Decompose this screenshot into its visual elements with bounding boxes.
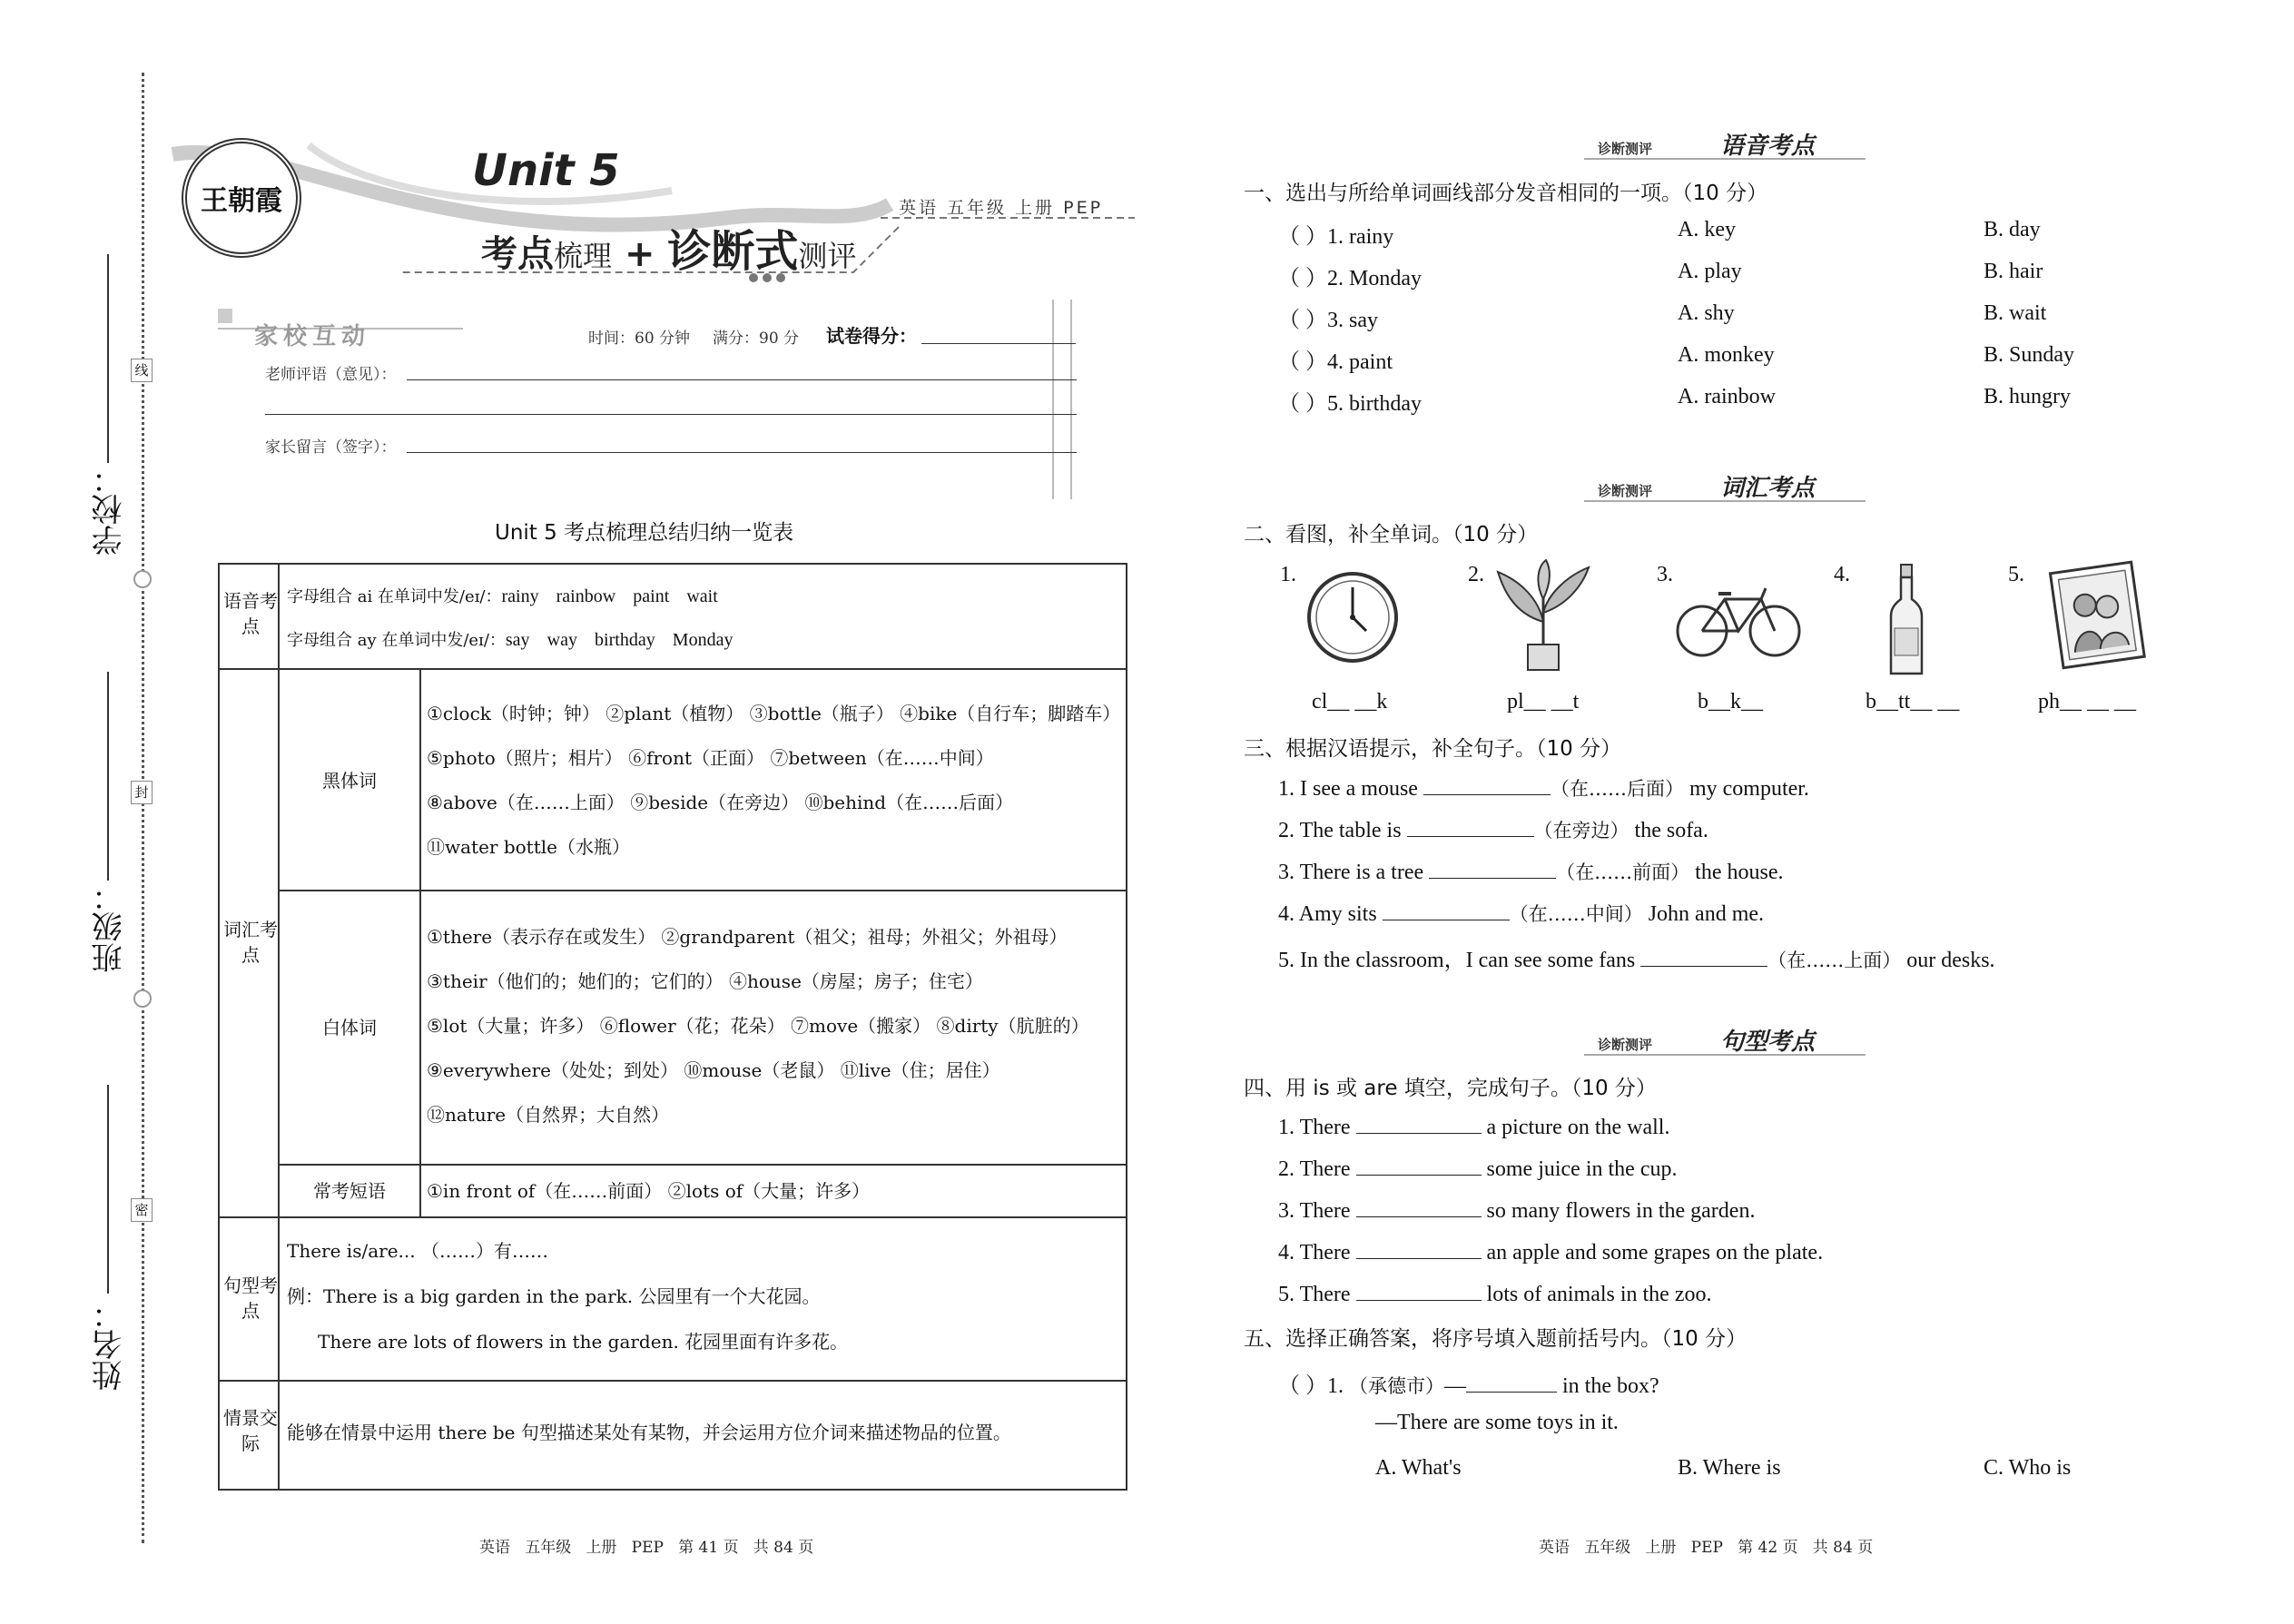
white-word-line: ③their（他们的；她们的；它们的） ④house（房屋；房子；住宅） [427, 970, 983, 992]
title-plus: + [624, 233, 655, 275]
sentence-line: There is/are... （……）有…… [287, 1240, 548, 1262]
q3-item [1278, 900, 1764, 927]
q3-text: John and me. [1642, 902, 1765, 926]
main-title [481, 216, 856, 279]
answer-blank[interactable] [1356, 1115, 1482, 1134]
q5-item [1278, 1367, 1659, 1399]
q2-hint: b__k__ [1698, 690, 1763, 714]
class-label: 班级： [92, 881, 128, 973]
q1-option-b: B. hair [1984, 260, 2043, 283]
q4-item [1278, 1115, 1669, 1140]
q5-text: — [1444, 1374, 1466, 1398]
bold-word-line: ⑧above（在……上面） ⑨beside（在旁边） ⑩behind（在……后面） [427, 792, 1014, 813]
q1-option-b: B. hungry [1984, 385, 2071, 408]
section-tag: 诊断测评 [1598, 483, 1653, 499]
q2-item-number: 5. [2008, 563, 2024, 586]
q4-text: an apple and some grapes on the plate. [1481, 1241, 1824, 1265]
binding-dotted-line [142, 73, 144, 1543]
class-underline [107, 672, 109, 881]
q1-item-number: （ ）4. paint [1278, 350, 1393, 374]
q5-option-b: B. Where is [1678, 1456, 1781, 1480]
q4-item [1278, 1198, 1755, 1224]
q3-text: my computer. [1683, 777, 1809, 801]
full-score-label: 满分：90 分 [713, 330, 800, 348]
parent-comment-label: 家长留言（签字）： [265, 438, 397, 457]
section-underline [1584, 1054, 1866, 1056]
school-label: 学校： [92, 463, 128, 556]
q4-text: 5. There [1278, 1283, 1356, 1306]
grade-tag: 英语 五年级 上册 PEP [899, 198, 1104, 218]
table-divider [278, 890, 1126, 891]
section-title-sentence: 句型考点 [1720, 1029, 1816, 1056]
phonics-prefix: 字母组合 ay 在单词中发/eɪ/： [287, 631, 506, 650]
section-tag: 诊断测评 [1598, 141, 1653, 157]
title-part: 测评 [798, 239, 857, 273]
q3-text: the house. [1689, 861, 1784, 884]
q2-item-number: 1. [1280, 563, 1296, 586]
q4-item [1278, 1156, 1677, 1182]
phrases-label: 常考短语 [313, 1180, 386, 1202]
q4-text: 3. There [1278, 1199, 1356, 1223]
answer-blank[interactable] [1423, 776, 1551, 795]
phonics-word: say [505, 630, 530, 650]
score-field[interactable] [921, 343, 1076, 344]
section-underline [1584, 500, 1866, 502]
brand-logo: 王朝霞 [182, 138, 301, 258]
phonics-word: way [546, 630, 577, 650]
name-label: 姓名： [92, 1298, 128, 1391]
title-part: 梳理 [554, 239, 613, 273]
q1-item-number: （ ）1. rainy [1278, 225, 1394, 249]
time-label: 时间：60 分钟 [588, 330, 691, 348]
score-label: 试卷得分： [826, 325, 917, 347]
q3-hint: （在……上面） [1767, 950, 1902, 971]
bold-word-line: ⑪water bottle（水瓶） [427, 836, 630, 858]
phonics-word: birthday [595, 630, 655, 650]
parent-comment-field[interactable] [407, 452, 1077, 453]
table-divider [218, 1216, 1126, 1218]
answer-blank[interactable] [1356, 1240, 1482, 1259]
cut-mark-line: 线 [131, 359, 153, 382]
q3-text: 3. There is a tree [1278, 861, 1430, 884]
table-title: Unit 5 考点梳理总结归纳一览表 [495, 521, 794, 545]
q2-hint: ph__ __ __ [2038, 690, 2136, 714]
sentence-line: There are lots of flowers in the garden. 花园里面有许多花。 [318, 1331, 849, 1353]
cut-mark-seal: 封 [131, 781, 153, 804]
q2-item-number: 4. [1834, 563, 1850, 586]
sentence-category: 句型考点 [223, 1275, 278, 1322]
cut-mark-secret: 密 [131, 1198, 153, 1222]
q3-hint: （在旁边） [1533, 820, 1629, 842]
photo-icon [2043, 558, 2151, 672]
q3-text: our desks. [1901, 949, 1995, 972]
phonics-word: wait [686, 586, 718, 606]
phonics-prefix: 字母组合 ai 在单词中发/eɪ/： [287, 587, 502, 606]
q3-item [1278, 858, 1783, 885]
page-footer-left: 英语 五年级 上册 PEP 第 41 页 共 84 页 [479, 1539, 814, 1557]
q3-hint: （在……前面） [1556, 861, 1690, 883]
plant-icon [1493, 558, 1593, 672]
white-word-line: ①there（表示存在或发生） ②grandparent（祖父；祖母；外祖父；外祖母） [427, 926, 1068, 948]
section-title-phonics: 语音考点 [1720, 133, 1816, 160]
answer-blank[interactable] [1640, 948, 1767, 967]
teacher-comment-field[interactable] [407, 379, 1077, 380]
q1-option-a: A. shy [1678, 301, 1735, 325]
q3-text: 1. I see a mouse [1278, 777, 1423, 801]
q2-item-number: 2. [1468, 563, 1484, 586]
q3-hint: （在……后面） [1550, 778, 1684, 800]
hole-circle-icon [133, 570, 152, 588]
table-divider [218, 668, 1126, 670]
bold-word-line: ①clock（时钟；钟） ②plant（植物） ③bottle（瓶子） ④bike（自行车；脚踏车） [427, 703, 1121, 724]
school-underline [107, 254, 109, 463]
white-word-line: ⑫nature（自然界；大自然） [427, 1104, 670, 1126]
q4-text: 1. There [1278, 1116, 1356, 1139]
phonics-word: rainbow [556, 586, 616, 606]
q3-heading: 三、根据汉语提示，补全句子。（10 分） [1244, 737, 1622, 761]
phonics-word: rainy [501, 586, 539, 606]
hole-circle-icon [133, 989, 152, 1008]
q1-option-a: A. key [1678, 218, 1736, 241]
white-word-line: ⑨everywhere（处处；到处） ⑩mouse（老鼠） ⑪live（住；居住） [427, 1059, 1000, 1081]
q1-item-number: （ ）3. say [1278, 309, 1378, 332]
table-divider [218, 1380, 1126, 1382]
teacher-comment-field-2[interactable] [265, 414, 1077, 415]
title-part: 诊断式 [667, 226, 799, 277]
q5-option-c: C. Who is [1984, 1456, 2072, 1480]
q4-text: lots of animals in the zoo. [1481, 1283, 1712, 1306]
phonics-word: paint [633, 586, 670, 606]
q1-option-b: B. wait [1984, 301, 2047, 325]
q4-text: a picture on the wall. [1481, 1116, 1670, 1139]
answer-blank[interactable] [1356, 1198, 1482, 1217]
answer-blank[interactable] [1383, 901, 1510, 920]
q4-heading: 四、用 is 或 are 填空，完成句子。（10 分） [1244, 1077, 1657, 1100]
q2-hint: cl__ __k [1312, 690, 1388, 714]
clock-icon [1303, 567, 1403, 667]
q3-text: 4. Amy sits [1278, 902, 1383, 926]
q4-item [1278, 1240, 1823, 1265]
q5-heading: 五、选择正确答案，将序号填入题前括号内。（10 分） [1244, 1327, 1748, 1351]
q2-item-number: 3. [1657, 563, 1673, 586]
q4-text: 4. There [1278, 1241, 1356, 1265]
table-divider [278, 563, 280, 1489]
q5-source: （承德市） [1349, 1375, 1444, 1397]
section-title-vocab: 词汇考点 [1720, 475, 1816, 502]
phrases-line: ①in front of（在……前面） ②lots of（大量；许多） [427, 1180, 871, 1202]
q3-item [1278, 816, 1708, 843]
unit-title: Unit 5 [472, 145, 620, 196]
q1-heading: 一、选出与所给单词画线部分发音相同的一项。（10 分） [1244, 182, 1768, 205]
answer-blank[interactable] [1407, 818, 1534, 837]
q1-item-number: （ ）2. Monday [1278, 267, 1422, 290]
q1-option-a: A. monkey [1678, 343, 1775, 367]
white-words-label: 白体词 [322, 1017, 377, 1038]
white-word-line: ⑤lot（大量；许多） ⑥flower（花；花朵） ⑦move（搬家） ⑧dirty（肮脏的） [427, 1015, 1089, 1037]
q1-option-a: A. play [1678, 260, 1742, 283]
phonics-category: 语音考点 [223, 590, 278, 637]
bold-word-line: ⑤photo（照片；相片） ⑥front（正面） ⑦between（在……中间） [427, 747, 994, 769]
q5-option-a: A. What's [1375, 1456, 1462, 1480]
section-tag: 诊断测评 [1598, 1037, 1653, 1053]
answer-blank[interactable] [1466, 1373, 1557, 1393]
title-part: 考点 [481, 233, 554, 275]
q3-text: 2. The table is [1278, 819, 1407, 842]
q1-option-a: A. rainbow [1678, 385, 1776, 408]
q3-text: 5. In the classroom，I can see some fans [1278, 949, 1641, 972]
q1-item-number: （ ）5. birthday [1278, 392, 1422, 416]
answer-blank[interactable] [1356, 1156, 1482, 1176]
name-underline [107, 1085, 109, 1294]
q5-answer-line: —There are some toys in it. [1375, 1411, 1619, 1434]
table-divider [419, 668, 421, 1218]
bold-words-label: 黑体词 [322, 770, 377, 792]
answer-blank[interactable] [1356, 1282, 1482, 1301]
phonics-word: Monday [672, 630, 733, 650]
vocab-category: 词汇考点 [223, 919, 278, 966]
q2-hint: pl__ __t [1507, 690, 1580, 714]
q1-option-b: B. Sunday [1984, 343, 2075, 367]
sentence-line: 例：There is a big garden in the park. 公园里有一个大花园。 [287, 1285, 821, 1307]
situation-line: 能够在情景中运用 there be 句型描述某处有某物，并会运用方位介词来描述物品的位置。 [287, 1422, 1011, 1443]
section-underline [1584, 158, 1866, 160]
teacher-comment-label: 老师评语（意见）： [265, 366, 397, 384]
table-divider [278, 1164, 1126, 1166]
q4-item [1278, 1282, 1712, 1307]
bottle-icon [1884, 563, 1929, 681]
phonics-row [287, 585, 718, 608]
q4-text: some juice in the cup. [1481, 1157, 1678, 1181]
q1-option-b: B. day [1984, 218, 2041, 241]
phonics-row [287, 628, 733, 652]
page-footer-right: 英语 五年级 上册 PEP 第 42 页 共 84 页 [1539, 1539, 1874, 1557]
bike-icon [1675, 581, 1802, 663]
home-school-label: 家校互动 [254, 323, 371, 350]
answer-blank[interactable] [1429, 860, 1556, 879]
q5-text: in the box? [1557, 1374, 1659, 1398]
q2-heading: 二、看图，补全单词。（10 分） [1244, 523, 1539, 546]
q3-hint: （在……中间） [1509, 903, 1643, 925]
q2-hint: b__tt__ __ [1866, 690, 1960, 714]
q4-text: 2. There [1278, 1157, 1356, 1181]
q4-text: so many flowers in the garden. [1481, 1199, 1756, 1223]
q5-number: （ ）1. [1278, 1374, 1344, 1398]
q3-item [1278, 774, 1809, 802]
q3-item [1278, 941, 1995, 973]
situation-category: 情景交际 [223, 1407, 278, 1454]
q3-text: the sofa. [1629, 819, 1708, 842]
